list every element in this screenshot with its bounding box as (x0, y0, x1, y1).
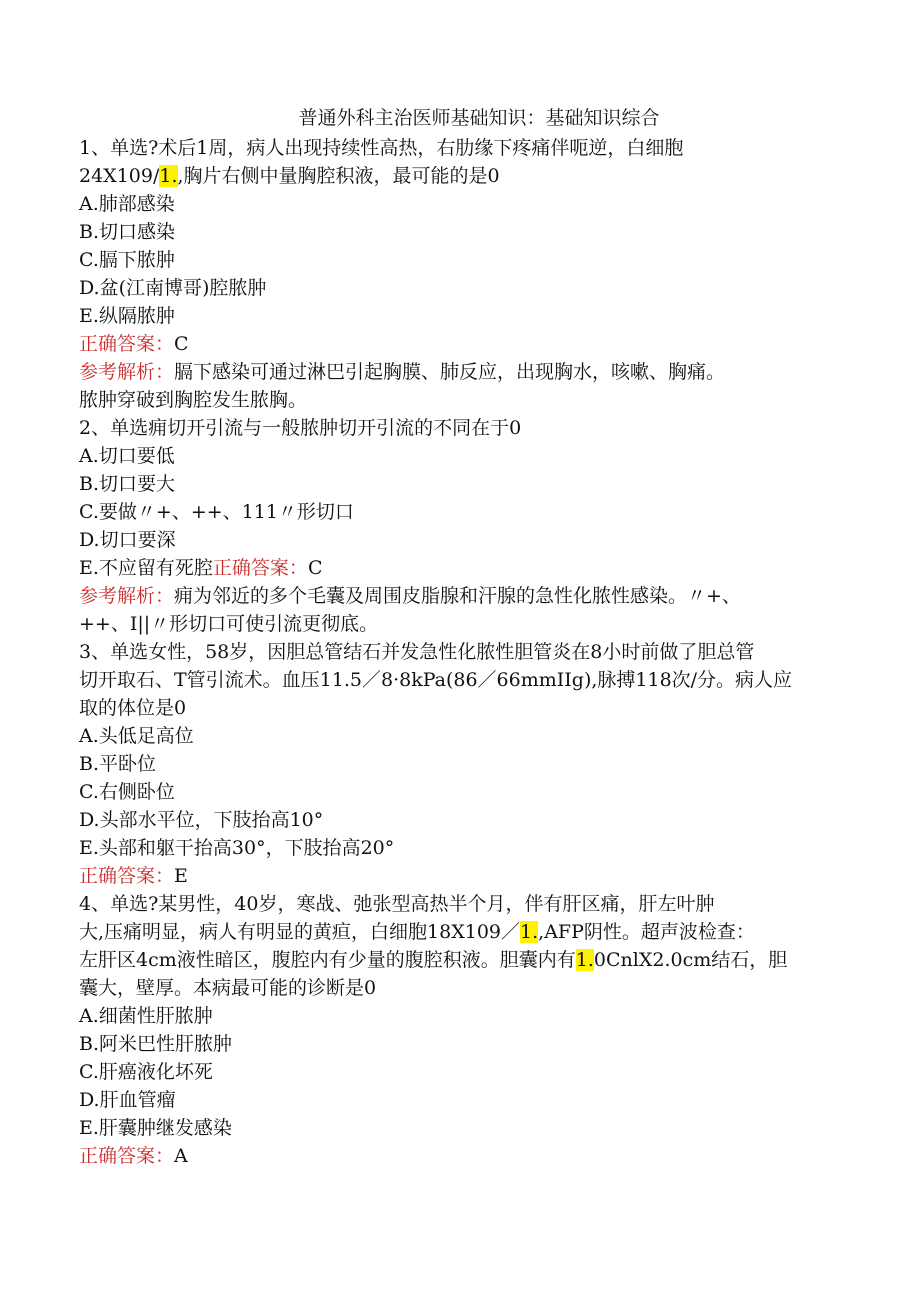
answer-label: 正确答案： (79, 865, 175, 887)
answer-value: C (307, 557, 323, 579)
question-4-stem-text: 左肝区4cm液性暗区，腹腔内有少量的腹腔积液。胆囊内有 (79, 949, 576, 971)
question-1-stem-line-2 (79, 162, 849, 190)
option-e: E.头部和躯干抬高30°，下肢抬高20° (79, 837, 395, 859)
option-b: B.平卧位 (79, 753, 157, 775)
question-4-stem-text: ,AFP阴性。超声波检查： (538, 921, 755, 943)
option-c: C.膈下脓肿 (79, 249, 175, 271)
option-a: A.切口要低 (79, 445, 175, 467)
option-a: A.头低足高位 (79, 725, 194, 747)
answer-value: A (174, 1145, 188, 1167)
answer-line (79, 1142, 849, 1170)
answer-label: 正确答案： (79, 1145, 175, 1167)
option-e: E.肝囊肿继发感染 (79, 1117, 232, 1139)
answer-line (79, 862, 849, 890)
analysis-line (79, 358, 849, 386)
option-d: D.切口要深 (79, 529, 176, 551)
option-c: C.要做〃+、++、111〃形切口 (79, 501, 354, 523)
answer-label: 正确答案： (79, 333, 175, 355)
answer-line (79, 330, 849, 358)
question-2 (79, 414, 849, 638)
option-e-with-answer (79, 554, 849, 582)
option-a: A.肺部感染 (79, 193, 175, 215)
question-4 (79, 890, 849, 1170)
option-c: C.右侧卧位 (79, 781, 175, 803)
question-4-stem-line-3 (79, 946, 849, 974)
question-3-stem-line-3: 取的体位是0 (79, 697, 187, 719)
question-4-stem-text: 0CnlX2.0cm结石，胆 (593, 949, 788, 971)
question-4-stem-line-2 (79, 918, 849, 946)
question-4-stem-text: 大,压痛明显，病人有明显的黄疸，白细胞18X109／ (79, 921, 521, 943)
option-b: B.切口要大 (79, 473, 176, 495)
analysis-text: 膈下感染可通过淋巴引起胸膜、肺反应，出现胸水，咳嗽、胸痛。 (174, 361, 726, 383)
option-b: B.阿米巴性肝脓肿 (79, 1033, 233, 1055)
analysis-line (79, 582, 849, 610)
option-a: A.细菌性肝脓肿 (79, 1005, 213, 1027)
analysis-label: 参考解析： (79, 361, 175, 383)
highlighted-text: 1. (575, 949, 594, 971)
answer-value: C (174, 333, 189, 355)
option-b: B.切口感染 (79, 221, 176, 243)
answer-value: E (174, 865, 188, 887)
question-1-stem-text: ,胸片右侧中量胸腔积液，最可能的是0 (177, 165, 500, 187)
option-d: D.盆(江南博哥)腔脓肿 (79, 277, 267, 299)
question-3-stem-line-1: 3、单选女性，58岁，因胆总管结石并发急性化脓性胆管炎在8小时前做了胆总管 (79, 641, 755, 663)
option-d: D.肝血管瘤 (79, 1089, 176, 1111)
option-d: D.头部水平位，下肢抬高10° (79, 809, 324, 831)
analysis-continuation: 脓肿穿破到胸腔发生脓胸。 (79, 389, 308, 411)
document-title: 普通外科主治医师基础知识：基础知识综合 (298, 107, 660, 129)
question-1 (79, 134, 849, 414)
analysis-continuation: ++、I||〃形切口可使引流更彻底。 (79, 613, 379, 635)
analysis-label: 参考解析： (79, 585, 175, 607)
document-page (79, 104, 849, 1170)
question-4-stem-line-4: 囊大，壁厚。本病最可能的诊断是0 (79, 977, 377, 999)
option-e: E.纵隔脓肿 (79, 305, 175, 327)
highlighted-text: 1. (520, 921, 539, 943)
highlighted-text: 1. (159, 165, 178, 187)
analysis-text: 痈为邻近的多个毛囊及周围皮脂腺和汗腺的急性化脓性感染。〃+、 (174, 585, 741, 607)
option-e: E.不应留有死腔 (79, 557, 213, 579)
question-2-stem: 2、单选痈切开引流与一般脓肿切开引流的不同在于0 (79, 417, 522, 439)
question-4-stem-line-1: 4、单选?某男性，40岁，寒战、弛张型高热半个月，伴有肝区痛，肝左叶肿 (79, 893, 715, 915)
question-1-stem-text: 24X109/ (79, 165, 160, 187)
question-3-stem-line-2: 切开取石、T管引流术。血压11.5／8·8kPa(86／66mmIIg),脉搏118次/分。病人应 (79, 669, 793, 691)
question-3 (79, 638, 849, 890)
answer-label: 正确答案： (212, 557, 308, 579)
question-1-stem-line-1: 1、单选?术后1周，病人出现持续性高热，右肋缘下疼痛伴呃逆，白细胞 (79, 137, 684, 159)
option-c: C.肝癌液化坏死 (79, 1061, 213, 1083)
